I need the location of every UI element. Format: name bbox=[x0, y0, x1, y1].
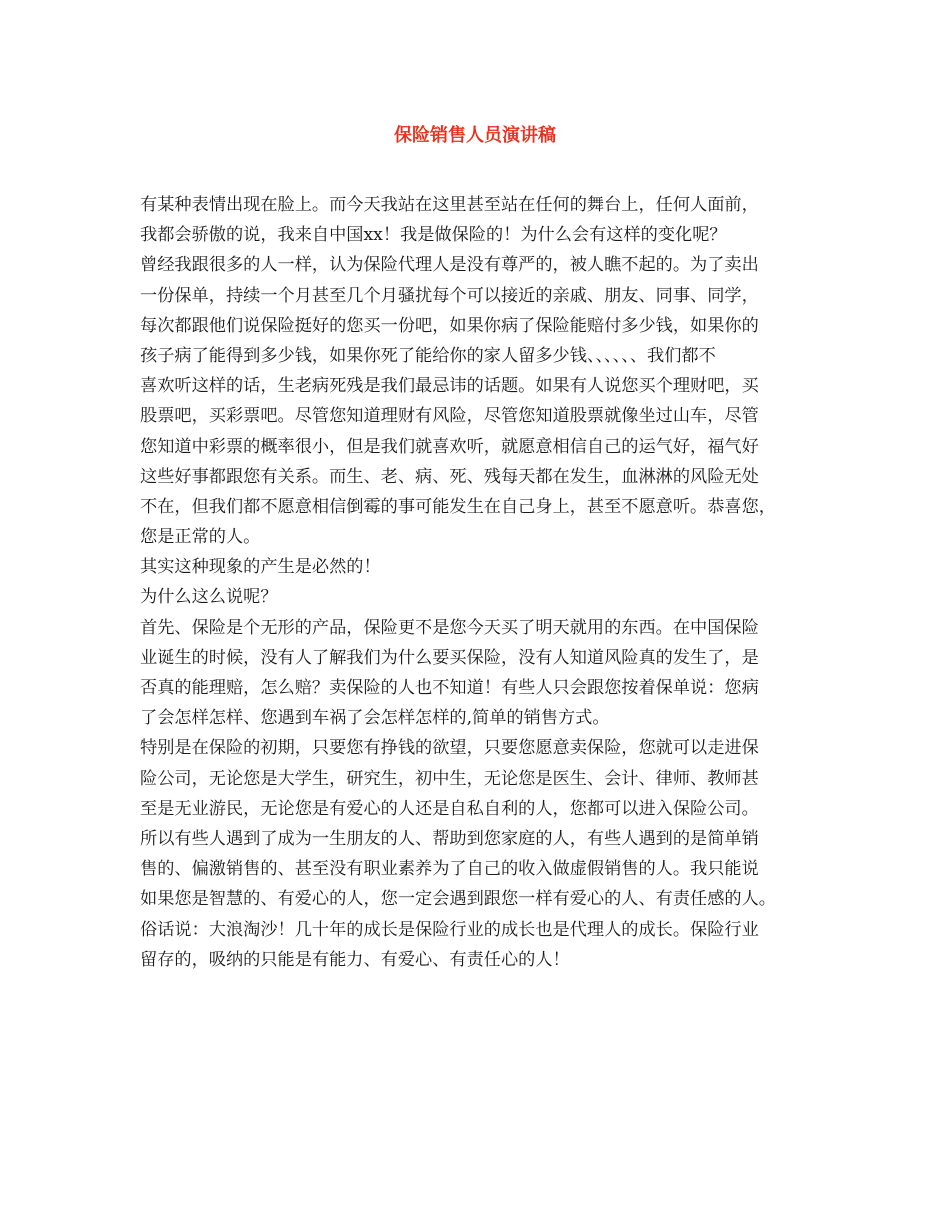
document-body bbox=[140, 190, 830, 975]
text-line: 其实这种现象的产生是必然的！ bbox=[140, 557, 381, 578]
text-line: 至是无业游民，无论您是有爱心的人还是自私自利的人，您都可以进入保险公司。 bbox=[140, 798, 759, 819]
text-line: 了会怎样怎样、您遇到车祸了会怎样怎样的,简单的销售方式。 bbox=[140, 708, 610, 729]
text-line: 否真的能理赔，怎么赔？卖保险的人也不知道！有些人只会跟您按着保单说：您病 bbox=[140, 678, 759, 698]
text-line: 特别是在保险的初期，只要您有挣钱的欲望，只要您愿意卖保险，您就可以走进保 bbox=[140, 738, 759, 759]
text-line: 有某种表情出现在脸上。而今天我站在这里甚至站在任何的舞台上，任何人面前， bbox=[140, 195, 759, 215]
document-title: 保险销售人员演讲稿 bbox=[394, 125, 556, 146]
text-line: 留存的，吸纳的只能是有能力、有爱心、有责任心的人！ bbox=[140, 949, 570, 970]
text-line: 业诞生的时候，没有人了解我们为什么要买保险，没有人知道风险真的发生了，是 bbox=[140, 647, 759, 668]
text-line: 不在，但我们都不愿意相信倒霉的事可能发生在自己身上，甚至不愿意听。恭喜您， bbox=[140, 496, 776, 517]
text-line: 售的、偏激销售的、甚至没有职业素养为了自己的收入做虚假销售的人。我只能说 bbox=[140, 859, 759, 880]
text-line: 俗话说：大浪淘沙！几十年的成长是保险行业的成长也是代理人的成长。保险行业 bbox=[140, 919, 759, 940]
text-line: 首先、保险是个无形的产品，保险更不是您今天买了明天就用的东西。在中国保险 bbox=[140, 617, 759, 638]
text-line: 为什么这么说呢？ bbox=[140, 587, 278, 608]
text-line: 每次都跟他们说保险挺好的您买一份吧，如果你病了保险能赔付多少钱，如果你的 bbox=[140, 315, 759, 336]
text-line: 如果您是智慧的、有爱心的人，您一定会遇到跟您一样有爱心的人、有责任感的人。 bbox=[140, 889, 776, 910]
text-line: 险公司，无论您是大学生，研究生，初中生，无论您是医生、会计、律师、教师甚 bbox=[140, 768, 759, 789]
text-line: 我都会骄傲的说，我来自中国xx！我是做保险的！为什么会有这样的变化呢？ bbox=[140, 225, 727, 246]
text-line: 喜欢听这样的话，生老病死残是我们最忌讳的话题。如果有人说您买个理财吧，买 bbox=[140, 376, 759, 397]
text-line: 所以有些人遇到了成为一生朋友的人、帮助到您家庭的人，有些人遇到的是简单销 bbox=[140, 828, 759, 849]
text-line: 您知道中彩票的概率很小，但是我们就喜欢听，就愿意相信自己的运气好，福气好 bbox=[140, 436, 759, 457]
text-line: 这些好事都跟您有关系。而生、老、病、死、残每天都在发生，血淋淋的风险无处 bbox=[140, 466, 759, 487]
text-line: 股票吧，买彩票吧。尽管您知道理财有风险，尽管您知道股票就像坐过山车，尽管 bbox=[140, 406, 759, 427]
text-line: 一份保单，持续一个月甚至几个月骚扰每个可以接近的亲戚、朋友、同事、同学， bbox=[140, 285, 759, 306]
text-line: 曾经我跟很多的人一样，认为保险代理人是没有尊严的，被人瞧不起的。为了卖出 bbox=[140, 255, 759, 276]
text-line: 您是正常的人。 bbox=[140, 527, 261, 548]
text-line: 孩子病了能得到多少钱，如果你死了能给你的家人留多少钱、、、、、、我们都不 bbox=[140, 345, 716, 366]
